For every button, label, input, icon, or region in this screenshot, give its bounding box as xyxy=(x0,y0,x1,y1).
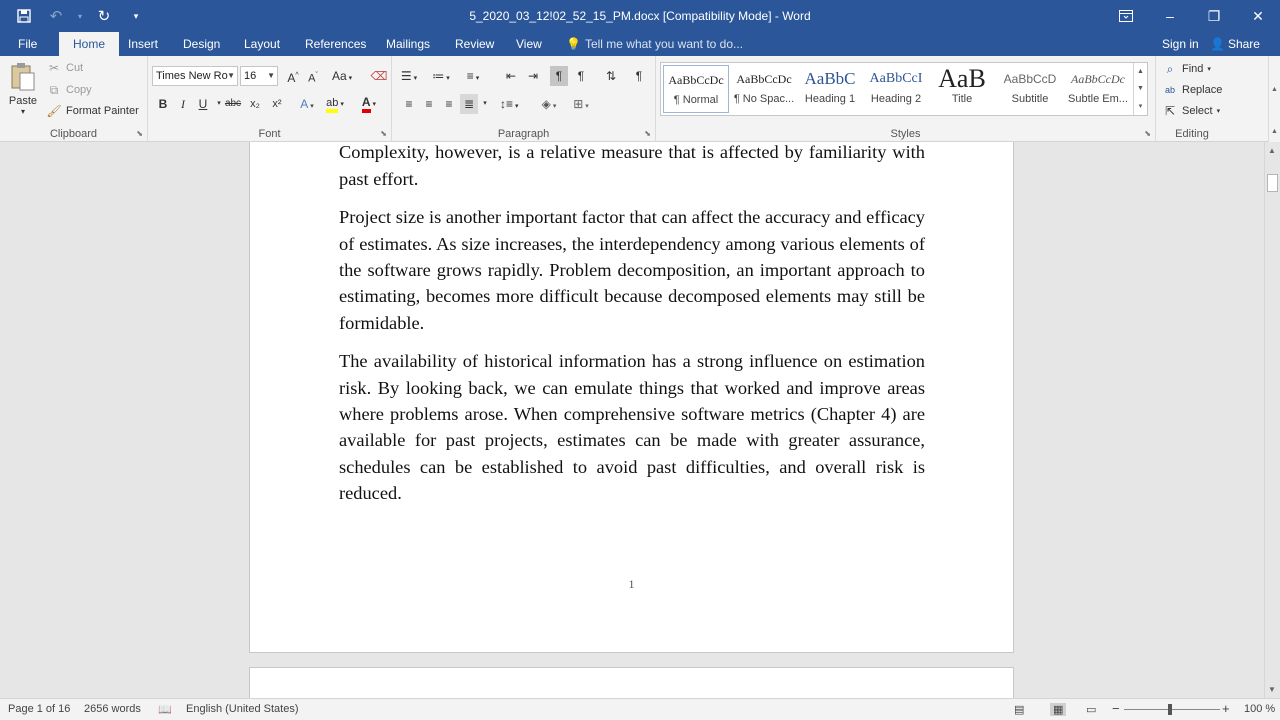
chevron-down-icon: ▼ xyxy=(267,71,275,80)
zoom-slider[interactable] xyxy=(1124,709,1220,710)
language-status[interactable]: English (United States) xyxy=(186,703,299,715)
paste-icon xyxy=(9,62,37,92)
document-title: 5_2020_03_12!02_52_15_PM.docx [Compatibility Mode] - Word xyxy=(469,9,811,23)
change-case-label: Aa xyxy=(332,69,347,83)
paragraph-group xyxy=(392,56,656,142)
styles-group-label: Styles xyxy=(890,128,921,140)
paintbrush-icon: 🖌 xyxy=(46,104,62,118)
font-group xyxy=(148,56,392,142)
ribbon-tabs xyxy=(0,32,1280,56)
highlight-button[interactable]: ab ▾ xyxy=(326,92,344,112)
editing-group-label: Editing xyxy=(1175,128,1209,140)
customize-qat-icon[interactable]: ▾ xyxy=(133,10,139,21)
shading-icon[interactable]: ◈ ▾ xyxy=(541,97,557,111)
clipboard-group xyxy=(0,56,148,142)
style-title[interactable] xyxy=(929,65,995,113)
paste-label: Paste xyxy=(8,95,38,107)
replace-label: Replace xyxy=(1182,84,1223,96)
style-sample: AaBbCcDc xyxy=(668,73,724,87)
gallery-down-icon[interactable]: ▼ xyxy=(1137,85,1144,92)
strikethrough-button[interactable]: abc xyxy=(224,98,242,109)
font-family-value: Times New Ro xyxy=(156,70,228,82)
sort-icon[interactable]: ⇅ xyxy=(605,69,617,83)
clear-formatting-icon[interactable]: ⌫ xyxy=(370,69,388,83)
justify-icon[interactable]: ≣ xyxy=(460,94,478,114)
align-left-icon[interactable]: ≡ xyxy=(405,97,413,111)
tab-references[interactable]: References xyxy=(305,37,367,51)
find-label: Find xyxy=(1182,63,1204,75)
person-icon: 👤 xyxy=(1210,37,1225,51)
style-name: ¶ Normal xyxy=(673,94,719,106)
scissors-icon: ✂ xyxy=(48,61,60,75)
minimize-button[interactable]: – xyxy=(1166,8,1174,24)
search-icon: ⌕ xyxy=(1166,61,1174,76)
paste-button[interactable] xyxy=(6,62,40,116)
redo-icon[interactable]: ↻ xyxy=(97,8,111,25)
format-painter-button[interactable] xyxy=(46,103,139,119)
styles-gallery xyxy=(660,62,1148,116)
clipboard-group-label: Clipboard xyxy=(49,128,98,140)
tab-view[interactable]: View xyxy=(516,37,542,51)
undo-icon[interactable]: ↶ xyxy=(49,8,63,25)
copy-label: Copy xyxy=(66,84,92,96)
document-canvas[interactable] xyxy=(0,142,1264,698)
style-sample: AaBbCcI xyxy=(869,71,923,86)
style-sample: AaBbCcDc xyxy=(736,72,792,86)
tab-insert[interactable]: Insert xyxy=(128,37,159,51)
close-button[interactable]: ✕ xyxy=(1252,7,1264,24)
font-color-button[interactable]: A ▾ xyxy=(360,92,378,112)
text-effects-button[interactable]: A ▾ xyxy=(300,97,314,111)
style-name: Subtle Em... xyxy=(1068,93,1128,105)
maximize-button[interactable]: ❐ xyxy=(1207,7,1221,24)
style-subtitle[interactable] xyxy=(997,65,1063,113)
ltr-direction-icon[interactable]: ¶ xyxy=(550,66,568,86)
status-bar xyxy=(0,698,1280,720)
word-count[interactable]: 2656 words xyxy=(84,703,141,715)
style-no-spacing[interactable] xyxy=(731,65,797,113)
borders-icon[interactable]: ⊞ ▾ xyxy=(573,97,589,111)
highlight-label: ab xyxy=(326,97,338,113)
tab-home[interactable]: Home xyxy=(59,32,119,56)
style-name: Title xyxy=(951,93,973,105)
ribbon-display-icon[interactable] xyxy=(1104,0,1148,32)
tab-review[interactable]: Review xyxy=(455,37,495,51)
select-label: Select xyxy=(1182,105,1213,117)
scroll-down-icon[interactable]: ▼ xyxy=(1268,685,1276,694)
web-layout-icon[interactable]: ▭ xyxy=(1086,704,1097,716)
show-formatting-icon[interactable]: ¶ xyxy=(635,69,643,83)
select-dropdown-icon: ▾ xyxy=(1216,108,1221,115)
italic-button[interactable]: I xyxy=(181,97,185,111)
numbering-icon[interactable]: ≔ ▾ xyxy=(432,69,450,83)
cursor-arrow-icon: ⇱ xyxy=(1164,104,1176,118)
chevron-down-icon: ▼ xyxy=(227,71,235,80)
replace-button[interactable] xyxy=(1162,82,1222,98)
paragraph[interactable]: Project size is another important factor that can affect the accuracy and efficacy of estimates. As size increases, the interdependency among various elements of the software grows rapidly. Problem decomposition, an important approach to estimating, becomes more difficult because decomposed elements may still be formidable. xyxy=(339,207,925,333)
line-spacing-icon[interactable]: ↕≡ ▾ xyxy=(500,97,519,111)
underline-dropdown-icon[interactable]: ▾ xyxy=(217,100,221,107)
ribbon-side-scroll[interactable] xyxy=(1268,56,1280,142)
zoom-out-button[interactable]: − xyxy=(1112,701,1120,716)
multilevel-list-icon[interactable]: ≡ ▾ xyxy=(466,69,480,83)
style-name: Heading 2 xyxy=(870,93,922,105)
style-sample: AaBbC xyxy=(804,69,856,88)
vertical-scrollbar[interactable] xyxy=(1264,142,1280,698)
cut-label: Cut xyxy=(66,62,84,74)
page-number: 1 xyxy=(628,577,635,591)
window-controls xyxy=(1104,0,1280,32)
paste-dropdown-icon[interactable]: ▾ xyxy=(20,107,25,116)
font-size-select[interactable] xyxy=(240,66,278,86)
find-button[interactable] xyxy=(1162,61,1211,77)
paragraph[interactable]: Complexity, however, is a relative measure that is affected by familiarity with past effort. xyxy=(339,142,925,189)
find-dropdown-icon: ▾ xyxy=(1207,66,1211,73)
style-subtle-emphasis[interactable] xyxy=(1065,65,1131,113)
grow-font-label: A xyxy=(287,71,296,85)
bold-button[interactable]: B xyxy=(158,97,168,111)
decrease-indent-icon[interactable]: ⇤ xyxy=(505,69,517,83)
font-color-label: A xyxy=(362,95,371,113)
collapse-ribbon-icon[interactable]: ▲ xyxy=(1271,86,1278,93)
proofing-icon[interactable]: 📖 xyxy=(158,704,172,716)
superscript-button[interactable]: x² xyxy=(272,98,282,110)
style-sample: AaBbCcD xyxy=(1003,72,1057,86)
zoom-level[interactable]: 100 % xyxy=(1244,703,1276,715)
share-button[interactable] xyxy=(1210,32,1260,56)
title-bar xyxy=(0,0,1280,32)
font-family-select[interactable] xyxy=(152,66,238,86)
document-page[interactable] xyxy=(249,667,1014,698)
align-center-icon[interactable]: ≡ xyxy=(425,97,433,111)
style-normal[interactable] xyxy=(663,65,729,113)
rtl-direction-icon[interactable]: ¶ xyxy=(577,69,585,83)
page-count[interactable]: Page 1 of 16 xyxy=(8,703,71,715)
tell-me-text: Tell me what you want to do... xyxy=(584,37,744,51)
style-heading-2[interactable] xyxy=(863,65,929,113)
grow-font-button[interactable]: A^ xyxy=(287,71,299,85)
tab-design[interactable]: Design xyxy=(183,37,221,51)
style-name: Heading 1 xyxy=(804,93,856,105)
scroll-up-icon[interactable]: ▲ xyxy=(1268,146,1276,155)
paragraph-group-label: Paragraph xyxy=(497,128,550,140)
subscript-button[interactable]: x₂ xyxy=(250,98,260,110)
increase-indent-icon[interactable]: ⇥ xyxy=(527,69,539,83)
sign-in-link[interactable]: Sign in xyxy=(1162,37,1199,51)
undo-dropdown-icon[interactable]: ▾ xyxy=(77,11,82,21)
style-sample: AaBbCcDc xyxy=(1071,72,1125,86)
style-sample: AaB xyxy=(938,65,986,93)
select-button[interactable] xyxy=(1162,103,1220,119)
scroll-thumb[interactable] xyxy=(1267,174,1278,192)
tab-file[interactable]: File xyxy=(18,37,38,51)
tab-layout[interactable]: Layout xyxy=(244,37,281,51)
change-case-button[interactable]: Aa ▾ xyxy=(332,69,353,83)
styles-launcher-icon[interactable]: ⬊ xyxy=(1144,129,1151,138)
zoom-slider-handle[interactable] xyxy=(1168,704,1172,715)
underline-button[interactable]: U xyxy=(198,97,208,111)
gallery-up-icon[interactable]: ▲ xyxy=(1137,68,1144,75)
gallery-more-icon[interactable]: ▾ xyxy=(1138,103,1143,110)
bullets-icon[interactable]: ☰ ▾ xyxy=(400,69,418,83)
cut-button[interactable] xyxy=(46,60,83,76)
style-name: Subtitle xyxy=(1011,93,1049,105)
share-label: Share xyxy=(1227,37,1260,51)
clipboard-launcher-icon[interactable]: ⬊ xyxy=(136,129,143,138)
read-mode-icon[interactable]: ▤ xyxy=(1014,704,1025,716)
style-name: ¶ No Spac... xyxy=(733,93,795,105)
replace-icon: ab xyxy=(1164,85,1175,95)
format-painter-label: Format Painter xyxy=(66,105,139,117)
tab-mailings[interactable]: Mailings xyxy=(386,37,431,51)
paragraph[interactable]: The availability of historical information has a strong influence on estimation risk. By looking back, we can emulate things that worked and improve areas where problems arose. When comprehensive software metrics (Chapter 4) are available for past projects, estimates can be made with greater assurance, schedules can be established to avoid past difficulties, and overall risk is reduced. xyxy=(339,351,925,504)
print-layout-icon[interactable]: ▦ xyxy=(1050,703,1066,716)
document-page[interactable] xyxy=(249,142,1014,653)
align-right-icon[interactable]: ≡ xyxy=(445,97,453,111)
gallery-scroll xyxy=(1133,63,1147,115)
ribbon-scroll-icon[interactable]: ▲ xyxy=(1271,128,1278,135)
copy-icon: ⧉ xyxy=(49,82,59,97)
ribbon xyxy=(0,56,1268,142)
copy-button[interactable] xyxy=(46,82,92,98)
font-size-value: 16 xyxy=(244,70,257,82)
tell-me-box[interactable] xyxy=(566,32,743,56)
font-group-label: Font xyxy=(258,128,281,140)
justify-dropdown-icon[interactable]: ▾ xyxy=(483,100,487,107)
font-launcher-icon[interactable]: ⬊ xyxy=(380,129,387,138)
lightbulb-icon: 💡 xyxy=(566,37,581,51)
shrink-font-button[interactable]: $A^ˇ$ xyxy=(308,72,318,85)
text-effects-label: A xyxy=(300,97,309,111)
zoom-in-button[interactable]: + xyxy=(1222,701,1230,716)
style-heading-1[interactable] xyxy=(797,65,863,113)
paragraph-launcher-icon[interactable]: ⬊ xyxy=(644,129,651,138)
document-body[interactable] xyxy=(339,142,925,519)
editing-group xyxy=(1156,56,1228,142)
shrink-font-label: A xyxy=(308,72,316,85)
